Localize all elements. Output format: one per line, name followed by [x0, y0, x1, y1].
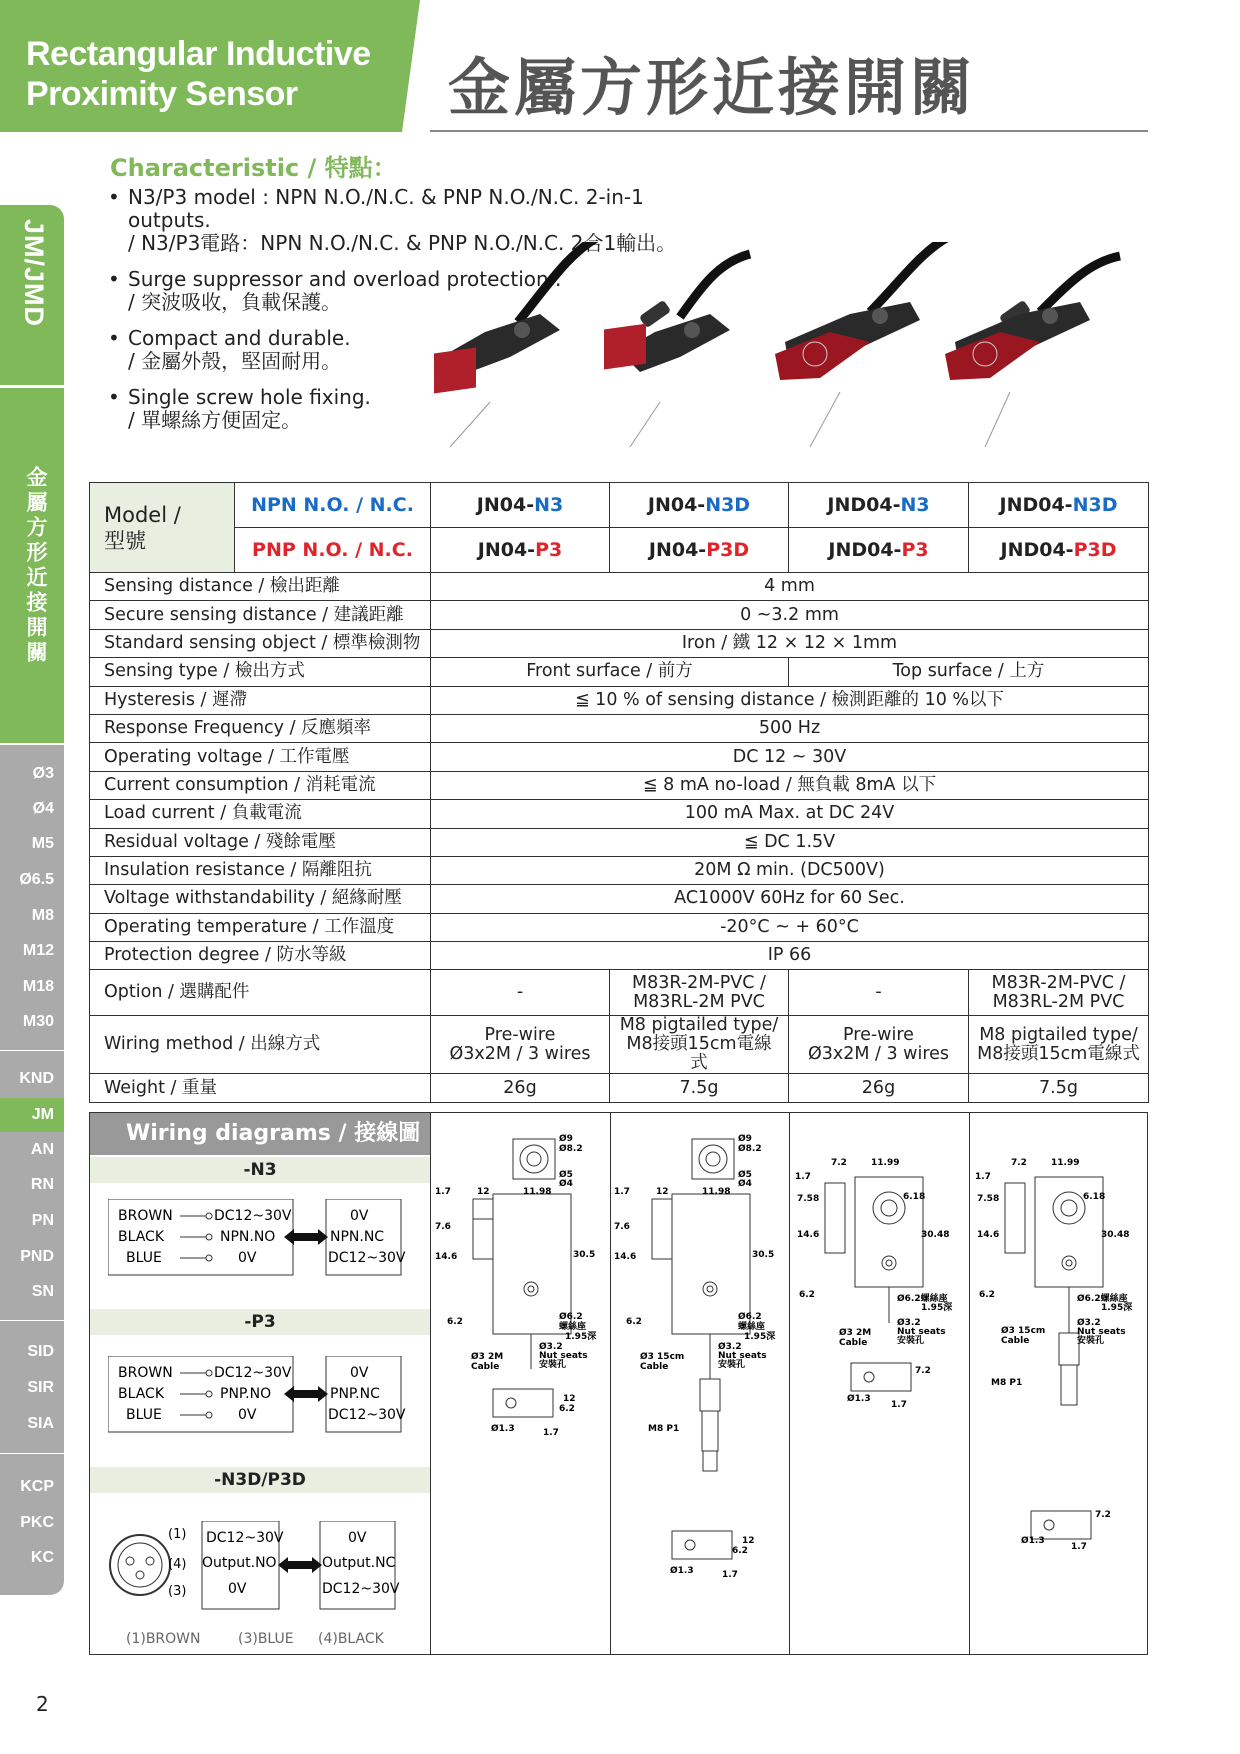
table-row: Voltage withstandability / 絕緣耐壓 AC1000V 60Hz for 60 Sec. — [90, 885, 1149, 913]
model-cell: JND04-N3 — [789, 483, 969, 528]
svg-text:14.6: 14.6 — [797, 1230, 820, 1240]
svg-text:Ø9: Ø9 — [738, 1134, 752, 1144]
table-row: Load current / 負載電流 100 mA Max. at DC 24V — [90, 800, 1149, 828]
svg-text:0V: 0V — [228, 1581, 247, 1597]
svg-text:Ø4: Ø4 — [738, 1179, 752, 1189]
svg-text:BROWN: BROWN — [118, 1208, 173, 1224]
table-row: Secure sensing distance / 建議距離 0 ~3.2 mm — [90, 601, 1149, 629]
table-row: Operating temperature / 工作溫度 -20°C ~ + 60°C — [90, 913, 1149, 941]
svg-text:7.2: 7.2 — [915, 1366, 931, 1376]
svg-text:Ø6.2: Ø6.2 — [738, 1312, 762, 1322]
svg-text:安裝孔: 安裝孔 — [718, 1360, 746, 1370]
sidebar-item[interactable]: Ø3 — [32, 765, 54, 782]
sidebar-item[interactable]: M18 — [22, 978, 54, 995]
title-zh: 金屬方形近接開關 — [448, 51, 977, 124]
svg-text:11.98: 11.98 — [523, 1187, 552, 1197]
svg-text:Cable: Cable — [640, 1362, 669, 1372]
svg-text:7.6: 7.6 — [614, 1222, 630, 1232]
page-number: 2 — [36, 1692, 49, 1716]
svg-text:12: 12 — [742, 1536, 755, 1546]
wiring-title: Wiring diagrams / 接線圖 — [90, 1113, 430, 1155]
title-en: Rectangular Inductive Proximity Sensor — [26, 35, 371, 113]
svg-text:Nut seats: Nut seats — [539, 1351, 588, 1361]
sidebar-index — [0, 745, 64, 1595]
svg-text:Ø1.3: Ø1.3 — [1021, 1536, 1045, 1546]
svg-text:14.6: 14.6 — [977, 1230, 1000, 1240]
svg-text:Ø3 15cm: Ø3 15cm — [1001, 1326, 1046, 1336]
bullet-item: • N3/P3 model : NPN N.O./N.C. & PNP N.O./N.C. 2-in-1 outputs. / N3/P3電路：NPN N.O./N.C. & PNP N.O./N.C. 2合1輸出。 — [108, 186, 728, 255]
sidebar-item-active[interactable]: JM — [0, 1098, 64, 1132]
table-row: Wiring method / 出線方式 Pre-wire Ø3x2M / 3 wires M8 pigtailed type/ M8接頭15cm電線式 Pre-wire Ø3x2M / 3 wires M8 pigtailed type/ M8接頭15cm電線式 — [90, 1016, 1149, 1074]
sidebar-item[interactable]: SIR — [27, 1379, 54, 1396]
model-row-npn — [90, 483, 1149, 528]
bullet-item: • Surge suppressor and overload protection . / 突波吸收，負載保護。 — [108, 268, 728, 314]
svg-text:Ø3 2M: Ø3 2M — [471, 1352, 504, 1362]
sidebar-item[interactable]: Ø6.5 — [19, 871, 54, 888]
dimension-drawing-jn04-n3 — [433, 1119, 609, 1449]
dimension-drawing-jnd04-n3d — [971, 1153, 1147, 1603]
sidebar-item[interactable]: KND — [19, 1070, 54, 1087]
model-cell: JND04-P3D — [969, 528, 1149, 573]
svg-text:Nut seats: Nut seats — [718, 1351, 767, 1361]
svg-text:1.95深: 1.95深 — [1101, 1303, 1133, 1313]
table-row: Protection degree / 防水等級 IP 66 — [90, 942, 1149, 970]
svg-text:Nut seats: Nut seats — [1077, 1327, 1126, 1337]
sidebar-series-tab[interactable]: JM/JMD — [0, 205, 64, 385]
sidebar-item[interactable]: M12 — [22, 942, 54, 959]
svg-text:6.18: 6.18 — [1083, 1192, 1106, 1202]
table-row: Weight / 重量 26g 7.5g 26g 7.5g — [90, 1074, 1149, 1102]
svg-text:DC12~30V: DC12~30V — [214, 1208, 292, 1224]
svg-text:Cable: Cable — [471, 1362, 500, 1372]
svg-text:Ø4: Ø4 — [559, 1179, 573, 1189]
characteristic-title: Characteristic / 特點： — [110, 154, 397, 182]
sidebar-item[interactable]: Ø4 — [32, 800, 54, 817]
sidebar-item[interactable]: PN — [31, 1212, 54, 1229]
svg-text:(4)BLACK: (4)BLACK — [318, 1631, 384, 1647]
bullet-item: • Compact and durable. / 金屬外殼，堅固耐用。 — [108, 327, 728, 373]
sidebar-item[interactable]: SID — [27, 1343, 54, 1360]
svg-text:Ø3 15cm: Ø3 15cm — [640, 1352, 685, 1362]
svg-text:6.2: 6.2 — [559, 1404, 575, 1414]
svg-text:BLUE: BLUE — [126, 1250, 162, 1266]
svg-text:1.7: 1.7 — [891, 1400, 907, 1410]
model-cell: JN04-P3D — [610, 528, 789, 573]
svg-text:6.2: 6.2 — [447, 1317, 463, 1327]
sensor-image-jn04-n3 — [434, 242, 600, 447]
sensor-image-jnd04-n3 — [775, 242, 950, 447]
svg-text:7.2: 7.2 — [1011, 1158, 1027, 1168]
svg-text:DC12~30V: DC12~30V — [328, 1407, 406, 1423]
sidebar-item[interactable]: KCP — [20, 1478, 54, 1495]
sidebar-item[interactable]: M30 — [22, 1013, 54, 1030]
sidebar-item[interactable]: PND — [20, 1248, 54, 1265]
table-row: Current consumption / 消耗電流 ≦ 8 mA no-load / 無負載 8mA 以下 — [90, 771, 1149, 799]
svg-text:Ø6.2: Ø6.2 — [559, 1312, 583, 1322]
svg-text:1.7: 1.7 — [722, 1570, 738, 1580]
svg-text:7.2: 7.2 — [831, 1158, 847, 1168]
table-row: Residual voltage / 殘餘電壓 ≦ DC 1.5V — [90, 828, 1149, 856]
svg-text:PNP.NC: PNP.NC — [330, 1386, 380, 1402]
svg-text:螺絲座: 螺絲座 — [559, 1322, 587, 1332]
sidebar-item[interactable]: SN — [31, 1283, 54, 1300]
svg-text:1.7: 1.7 — [614, 1187, 630, 1197]
svg-text:6.2: 6.2 — [799, 1290, 815, 1300]
sensor-image-jn04-n3d — [604, 254, 750, 447]
svg-text:NPN.NC: NPN.NC — [330, 1229, 385, 1245]
svg-text:(3): (3) — [168, 1584, 187, 1599]
model-cell: JND04-P3 — [789, 528, 969, 573]
svg-text:PNP.NO: PNP.NO — [220, 1386, 272, 1402]
table-row: Sensing distance / 檢出距離 4 mm — [90, 573, 1149, 601]
svg-text:Ø9: Ø9 — [559, 1134, 573, 1144]
svg-text:7.58: 7.58 — [977, 1194, 1000, 1204]
svg-text:(3)BLUE: (3)BLUE — [238, 1631, 294, 1647]
npn-label: NPN N.O. / N.C. — [235, 483, 431, 528]
table-row: Insulation resistance / 隔離阻抗 20M Ω min. (DC500V) — [90, 856, 1149, 884]
model-cell: JND04-N3D — [969, 483, 1149, 528]
svg-text:Ø3.2: Ø3.2 — [718, 1342, 742, 1352]
table-row: Option / 選購配件 - M83R-2M-PVC / M83RL-2M PVC - M83R-2M-PVC / M83RL-2M PVC — [90, 970, 1149, 1016]
svg-text:安裝孔: 安裝孔 — [897, 1336, 925, 1346]
svg-text:12: 12 — [656, 1187, 669, 1197]
dimension-drawing-jn04-n3d — [612, 1119, 788, 1649]
svg-text:1.7: 1.7 — [1071, 1542, 1087, 1552]
product-images — [430, 242, 1150, 462]
svg-text:NPN.NO: NPN.NO — [220, 1229, 276, 1245]
sidebar-item[interactable]: M5 — [31, 835, 54, 852]
svg-text:Ø8.2: Ø8.2 — [559, 1144, 583, 1154]
svg-text:0V: 0V — [238, 1250, 257, 1266]
svg-text:DC12~30V: DC12~30V — [322, 1581, 400, 1597]
svg-text:Ø3.2: Ø3.2 — [1077, 1318, 1101, 1328]
svg-text:DC12~30V: DC12~30V — [214, 1365, 292, 1381]
svg-text:0V: 0V — [348, 1530, 367, 1546]
wiring-label-p3: -P3 — [90, 1309, 430, 1335]
wiring-section — [89, 1112, 1148, 1655]
svg-text:Ø6.2螺絲座: Ø6.2螺絲座 — [1077, 1294, 1128, 1304]
svg-text:12: 12 — [563, 1394, 576, 1404]
wiring-diagram-n3d — [108, 1521, 418, 1651]
svg-text:0V: 0V — [350, 1208, 369, 1224]
model-row-pnp — [90, 528, 1149, 573]
svg-text:Ø1.3: Ø1.3 — [670, 1566, 694, 1576]
svg-text:14.6: 14.6 — [435, 1252, 458, 1262]
svg-text:30.5: 30.5 — [573, 1250, 596, 1260]
wiring-label-n3: -N3 — [90, 1157, 430, 1183]
svg-text:6.18: 6.18 — [903, 1192, 926, 1202]
svg-text:DC12~30V: DC12~30V — [206, 1530, 284, 1546]
svg-text:Ø3.2: Ø3.2 — [539, 1342, 563, 1352]
svg-text:BLUE: BLUE — [126, 1407, 162, 1423]
svg-text:Ø3.2: Ø3.2 — [897, 1318, 921, 1328]
svg-text:BLACK: BLACK — [118, 1386, 165, 1402]
svg-text:M8 P1: M8 P1 — [648, 1424, 680, 1434]
svg-text:Ø5: Ø5 — [559, 1170, 573, 1180]
svg-text:Output.NC: Output.NC — [322, 1555, 396, 1571]
sensor-image-jnd04-n3d — [945, 256, 1120, 447]
svg-text:1.95深: 1.95深 — [744, 1332, 776, 1342]
model-cell: JN04-P3 — [431, 528, 610, 573]
wiring-label-n3d: -N3D/P3D — [90, 1467, 430, 1493]
svg-text:Nut seats: Nut seats — [897, 1327, 946, 1337]
pnp-label: PNP N.O. / N.C. — [235, 528, 431, 573]
svg-text:1.7: 1.7 — [795, 1172, 811, 1182]
sidebar-item[interactable]: RN — [30, 1176, 54, 1193]
svg-text:BLACK: BLACK — [118, 1229, 165, 1245]
svg-text:6.2: 6.2 — [979, 1290, 995, 1300]
table-row: Standard sensing object / 標準檢測物 Iron / 鐵 12 × 12 × 1mm — [90, 629, 1149, 657]
sidebar-item[interactable]: SIA — [27, 1415, 54, 1432]
svg-text:安裝孔: 安裝孔 — [1077, 1336, 1105, 1346]
svg-text:6.2: 6.2 — [626, 1317, 642, 1327]
svg-text:M8 P1: M8 P1 — [991, 1378, 1023, 1388]
svg-text:DC12~30V: DC12~30V — [328, 1250, 406, 1266]
svg-text:Ø1.3: Ø1.3 — [491, 1424, 515, 1434]
svg-text:11.99: 11.99 — [871, 1158, 900, 1168]
svg-text:Ø3 2M: Ø3 2M — [839, 1328, 872, 1338]
svg-text:7.58: 7.58 — [797, 1194, 820, 1204]
table-row: Sensing type / 檢出方式 Front surface / 前方 Top surface / 上方 — [90, 658, 1149, 686]
sidebar-item[interactable]: AN — [30, 1141, 54, 1158]
svg-text:Ø8.2: Ø8.2 — [738, 1144, 762, 1154]
sidebar-item[interactable]: KC — [30, 1549, 54, 1566]
svg-text:1.95深: 1.95深 — [921, 1303, 953, 1313]
svg-text:1.95深: 1.95深 — [565, 1332, 597, 1342]
svg-text:(4): (4) — [168, 1557, 187, 1572]
svg-text:14.6: 14.6 — [614, 1252, 637, 1262]
sidebar-item[interactable]: M8 — [31, 907, 54, 924]
table-row: Operating voltage / 工作電壓 DC 12 ~ 30V — [90, 743, 1149, 771]
svg-text:Ø6.2螺絲座: Ø6.2螺絲座 — [897, 1294, 948, 1304]
svg-text:12: 12 — [477, 1187, 490, 1197]
svg-text:1.7: 1.7 — [435, 1187, 451, 1197]
svg-text:0V: 0V — [238, 1407, 257, 1423]
svg-text:6.2: 6.2 — [732, 1546, 748, 1556]
table-row: Hysteresis / 遲滯 ≦ 10 % of sensing distance / 檢測距離的 10 %以下 — [90, 686, 1149, 714]
svg-text:0V: 0V — [350, 1365, 369, 1381]
model-cell: JN04-N3D — [610, 483, 789, 528]
svg-text:Ø5: Ø5 — [738, 1170, 752, 1180]
svg-text:11.98: 11.98 — [702, 1187, 731, 1197]
dimension-drawing-jnd04-n3 — [791, 1153, 967, 1443]
svg-text:11.99: 11.99 — [1051, 1158, 1080, 1168]
svg-text:7.6: 7.6 — [435, 1222, 451, 1232]
svg-text:Cable: Cable — [839, 1338, 868, 1348]
sidebar-series-zh: 金屬方形近接開關 — [0, 388, 64, 743]
svg-text:Output.NO: Output.NO — [202, 1555, 277, 1571]
spec-table — [89, 482, 1149, 1103]
svg-text:7.2: 7.2 — [1095, 1510, 1111, 1520]
bullet-item: • Single screw hole fixing. / 單螺絲方便固定。 — [108, 386, 728, 432]
svg-text:30.48: 30.48 — [1101, 1230, 1130, 1240]
wiring-diagram-p3 — [108, 1356, 418, 1436]
svg-text:1.7: 1.7 — [543, 1428, 559, 1438]
svg-text:安裝孔: 安裝孔 — [539, 1360, 567, 1370]
svg-text:螺絲座: 螺絲座 — [738, 1322, 766, 1332]
svg-text:(1)BROWN: (1)BROWN — [126, 1631, 201, 1647]
svg-text:Ø1.3: Ø1.3 — [847, 1394, 871, 1404]
svg-text:30.5: 30.5 — [752, 1250, 775, 1260]
sidebar-item[interactable]: PKC — [20, 1514, 54, 1531]
svg-text:(1): (1) — [168, 1527, 187, 1542]
wiring-diagram-n3 — [108, 1199, 418, 1279]
wiring-diagrams — [90, 1113, 431, 1654]
svg-text:1.7: 1.7 — [975, 1172, 991, 1182]
svg-text:Cable: Cable — [1001, 1336, 1030, 1346]
svg-text:30.48: 30.48 — [921, 1230, 950, 1240]
model-cell: JN04-N3 — [431, 483, 610, 528]
model-label: Model / 型號 — [90, 483, 235, 573]
svg-text:BROWN: BROWN — [118, 1365, 173, 1381]
table-row: Response Frequency / 反應頻率 500 Hz — [90, 714, 1149, 742]
header-rule — [430, 130, 1148, 132]
